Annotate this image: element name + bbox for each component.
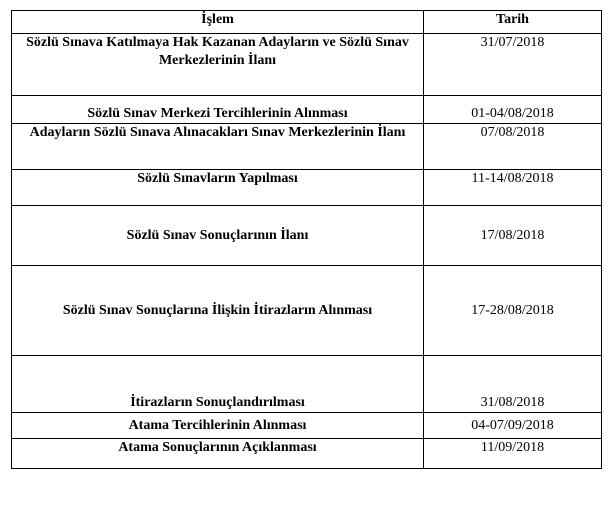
date-cell: 31/08/2018 [424, 356, 602, 413]
column-header-event: İşlem [12, 11, 424, 34]
date-cell: 31/07/2018 [424, 34, 602, 96]
column-header-date: Tarih [424, 11, 602, 34]
event-cell: İtirazların Sonuçlandırılması [12, 356, 424, 413]
event-cell: Sözlü Sınava Katılmaya Hak Kazanan Adayların ve Sözlü Sınav Merkezlerinin İlanı [12, 34, 424, 96]
table-row [12, 266, 602, 356]
table-row [12, 356, 602, 413]
event-cell: Sözlü Sınav Sonuçlarına İlişkin İtirazların Alınması [12, 266, 424, 356]
date-cell: 17-28/08/2018 [424, 266, 602, 356]
date-cell: 17/08/2018 [424, 206, 602, 266]
event-cell: Adayların Sözlü Sınava Alınacakları Sınav Merkezlerinin İlanı [12, 124, 424, 170]
date-cell: 11/09/2018 [424, 439, 602, 469]
table-row [12, 439, 602, 469]
date-cell: 11-14/08/2018 [424, 170, 602, 206]
table-row [12, 34, 602, 96]
date-cell: 04-07/09/2018 [424, 413, 602, 439]
event-cell: Sözlü Sınav Merkezi Tercihlerinin Alınması [12, 96, 424, 124]
table-row [12, 206, 602, 266]
header-row [12, 11, 602, 34]
table-row [12, 170, 602, 206]
event-cell: Sözlü Sınav Sonuçlarının İlanı [12, 206, 424, 266]
schedule-table [11, 10, 602, 469]
event-cell: Atama Tercihlerinin Alınması [12, 413, 424, 439]
event-cell: Atama Sonuçlarının Açıklanması [12, 439, 424, 469]
date-cell: 07/08/2018 [424, 124, 602, 170]
table-row [12, 96, 602, 124]
event-cell: Sözlü Sınavların Yapılması [12, 170, 424, 206]
table-row [12, 124, 602, 170]
table-row [12, 413, 602, 439]
date-cell: 01-04/08/2018 [424, 96, 602, 124]
